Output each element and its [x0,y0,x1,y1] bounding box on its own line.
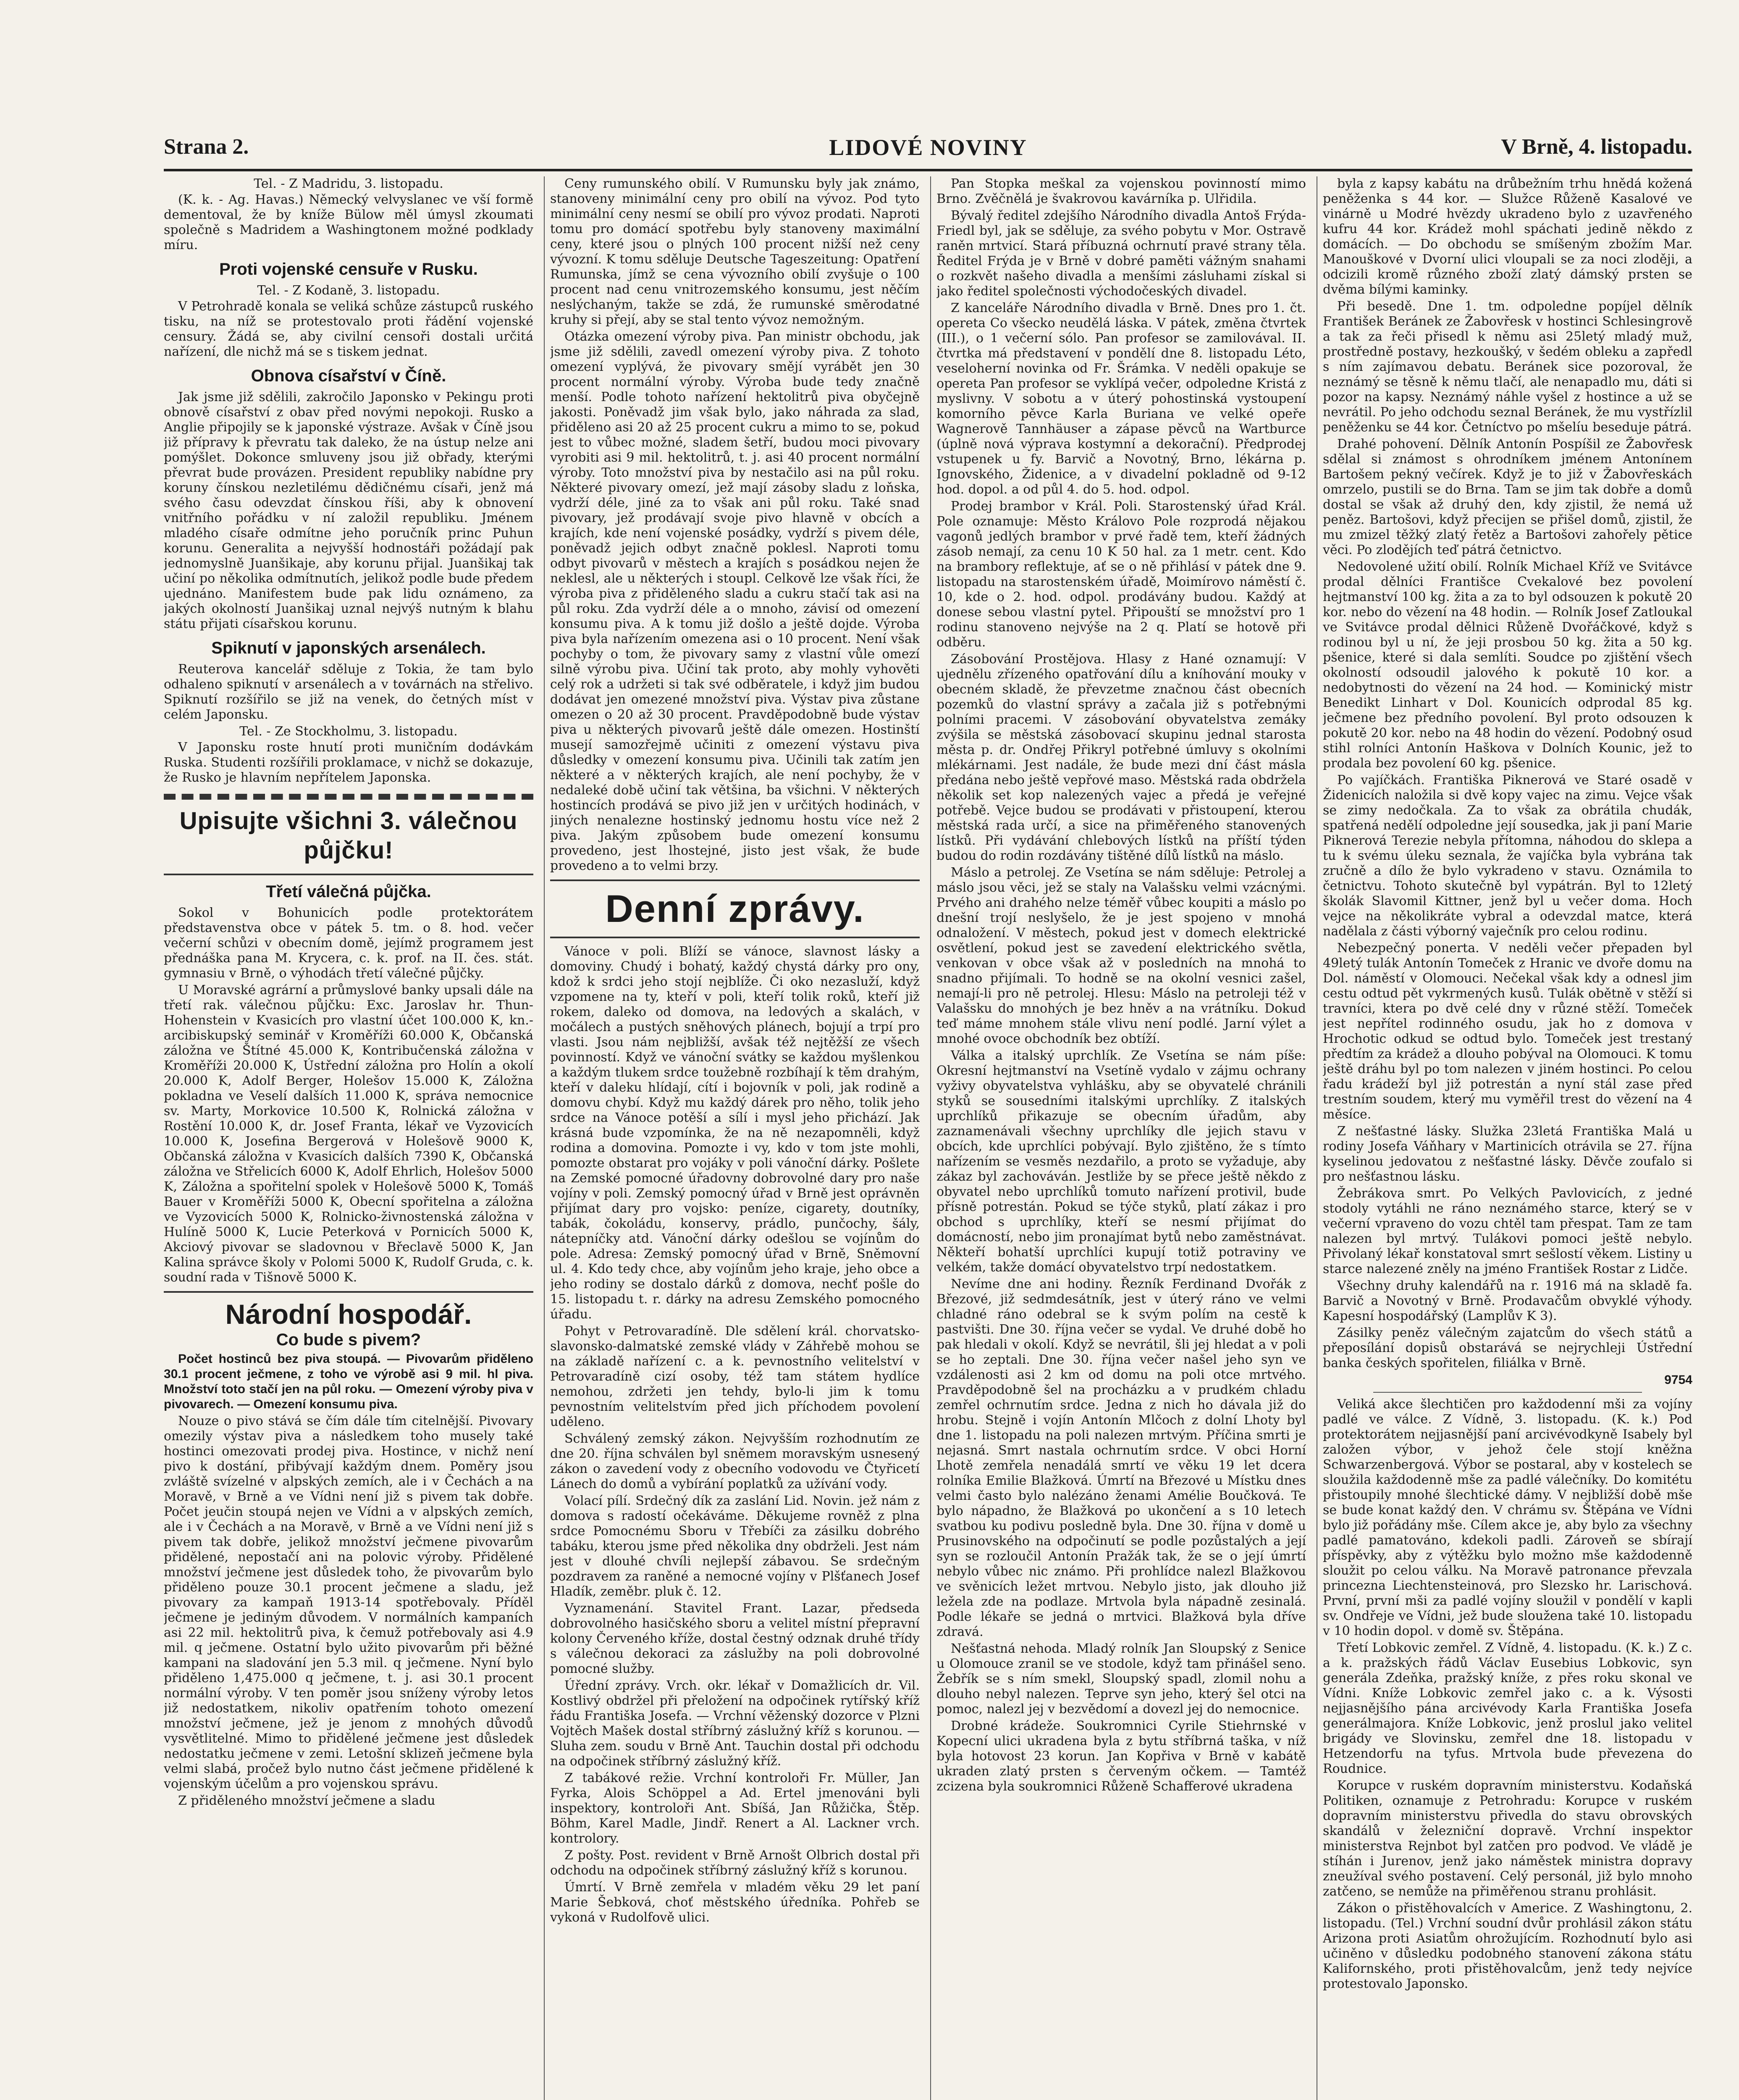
column-divider [544,176,545,2100]
column-2 [550,176,920,2100]
article-text: Bývalý ředitel zdejšího Národního divadla Antoš Frýda-Friedl byl, jak se sděluje, za svého pobytu v Mor. Ostravě raněn mrtvicí. Stará příbuzná ochrnutí pravé strany těla. Ředitel Frýda je v Brně v dobré paměti vážným snahami o rozkvět našeho divadla a menšími zásluhami získal si jako ředitel společnosti východočeských divadel. [936,208,1306,299]
article-text: Třetí Lobkovic zemřel. Z Vídně, 4. listopadu. (K. k.) Z c. a k. pražských řádů Václav Eusebius Lobkovic, syn generála Zdeňka, pražský kníže, z přes roku skonal ve Vídni. Kníže Lobkovic zemřel jako c. a k. Výsosti nejjasnějšího pána arcivévody Karla Františka Josefa generálmajora. Kníže Lobkovic, jenž proslul jako velitel brigády ve Slovinsku, zemřel dne 18. listopadu v Hetzendorfu na tyfus. Mrtvola bude převezena do Roudnice. [1323,1641,1692,1776]
article-text: Úmrtí. V Brně zemřela v mladém věku 29 let paní Marie Šebková, choť městského úředníka. Pohřeb se vykoná v Rudolfově ulici. [550,1880,920,1925]
article-text: Žebrákova smrt. Po Velkých Pavlovicích, z jedné stodoly vytáhli ne ráno neznámého starce, který se v večerní vpraveno do vozu chtěl tam přespat. Tam ze tam nalezen byl mrtvý. Tulákovi pomoci ještě nebylo. Přivolaný lékař konstatoval smrt sešlostí věkem. Listiny u starce nalezené zněly na jméno František Rostar z Lidče. [1323,1186,1692,1276]
article-text: Sokol v Bohunicích podle protektorátem představenstva obce v pátek 5. tm. o 8. hod. večer večerní schůzi v obecním domě, jejímž programem jest přednáška pana M. Krycera, c. k. prof. na II. čes. stát. gymnasiu v Brně, o výhodách třetí válečné půjčky. [164,906,533,981]
headline: Třetí válečná půjčka. [266,882,431,901]
dateline: Tel. - Z Kodaně, 3. listopadu. [257,283,440,298]
article-text: Otázka omezení výroby piva. Pan ministr obchodu, jak jsme již sdělili, zavedl omezení výroby piva. Z tohoto omezení vyplývá, že pivovary smějí vyrábět jen 30 procent normální výroby. Výroba bude tedy značně menší. Podle tohoto nařízení hektolitrů piva obyčejně jakosti. Poněvadž jim však bylo, jako náhrada za slad, přiděleno asi 20 až 25 procent cukru a mimo to se, pokud jest to vůbec možné, sladem šetří, budou moci pivovary vyrobiti asi 9 mil. hektolitrů, t. j. asi 40 procent normální výroby. Toto množství piva by nestačilo asi na půl roku. Některé pivovary omezí, jež mají zásoby sladu z loňska, vydrží déle, jiné za to však ani půl roku. Také snad pivovary, jež prodávají svoje pivo hlavně v obcích a krajích, kde není vojenské posádky, vydrží s pivem déle, poněvadž jejich odbyt značně poklesl. Naproti tomu odbyt pivovarů v městech a krajích s posádkou nejen že neklesl, ale u některých i stoupl. Celkově lze však říci, že výroba piva z přiděleného sladu a cukru stačí tak asi na půl roku. Zda vydrží déle a o mnoho, závisí od omezení konsumu piva. A k tomu již došlo a ještě dojde. Výroba piva byla nařízením omezena asi o 10 procent. Není však pochyby o tom, že pivovary samy z vlastní vůle omezí silně výrobu piva. Učiní tak proto, aby mohly vyhověti celý rok a udržeti si tak své odběratele, i když jim budou dodávat jen omezené množství piva. Výstav piva zůstane omezen o 20 až 30 procent. Pravděpodobně bude výstav piva u některých pivovarů ještě dále omezen. Hostinští musejí samozřejmě učiniti z omezení výstavu piva důsledky v omezení konsumu piva. Učinili tak zatím jen některé a v některých krajích, ale není pochyby, že v nedaleké době učiní tak většina, ba všichni. V některých hostincích prodává se pivo již jen v určitých hodinách, v jiných nenalezne hostinský jednomu hostu více než 2 piva. Jakým způsobem bude omezení konsumu provedeno, jest lhostejné, jisto jest však, že bude provedeno a to velmi brzy. [550,329,920,873]
article-text: Při besedě. Dne 1. tm. odpoledne popíjel dělník František Beránek ze Žabovřesk v hostinci Schlesingrově a tak za řeči přisedl k němu asi 25letý mladý muž, prostředně postavy, hezkoušký, v šedém obleku a zapředl s ním zajímavou debatu. Beránek sice pozoroval, že neznámý se těsně k němu tlačí, ale nenapadlo mu, dáti si pozor na kapsy. Neznámý náhle vyšel z hostince a už se nevrátil. Po jeho odchodu seznal Beránek, že mu vystřízlil peněženku se 44 kor. Četníctvo po mšelíu beseduje pátrá. [1323,299,1692,435]
column-divider [930,176,931,2100]
article-text: Drahé pohovení. Dělník Antonín Pospíšil ze Žabovřesk sdělal si známost s ohrodníkem jménem Antonínem Bartošem pekný večírek. Když je to již v Žabovřeskách omrzelo, pustili se do Brna. Tam se jim tak dobře a domů dostal se však až druhý den, kdy zjistil, že nemá už peněz. Bartošovi, když přecijen se přišel domů, zjistil, že mu zmizel těžký zlatý řetěz a Bartošovi zahořely pětice věci. Po zlodějích teď pátrá četnictvo. [1323,437,1692,557]
article-text: Vyznamenání. Stavitel Frant. Lazar, předseda dobrovolného hasičského sboru a velitel místní přepravní kolony Červeného kříže, dostal čestný odznak druhé třídy s válečnou dekoraci za záslužby na poli dobrovolné pomocné služby. [550,1601,920,1676]
article-summary: Počet hostinců bez piva stoupá. — Pivovarům přiděleno 30.1 procent ječmene, z toho ve výrobě asi 9 mil. hl piva. Množství toto stačí jen na půl roku. — Omezení výroby piva v pivovarech. — Omezení konsumu piva. [164,1352,533,1411]
article-text: Nouze o pivo stává se čím dále tím citelnější. Pivovary omezily výstav piva a následkem toho musely také hostinci omezovati prodej piva. Hostince, v nichž není pivo k dostání, přibývají každým dnem. Poměry jsou zvláště svízelné v alpských zemích, ale i v Čechách a na Moravě, v Brně a ve Vídni není již s pivem tak dobře. Počet jeučin stoupá nejen ve Vídni a v alpských zemích, ale i v Čechách a na Moravě, v Brně a ve Vídni není již s pivem tak dobře, jelikož množství ječmene pivovarům přidělené, nepostačí ani na polovic výroby. Přidělené množství ječmene jest důsledek toho, že pivovarům bylo přiděleno pouze 30.1 procent ječmene a sladu, jež pivovary za kampaň 1913-14 spotřebovaly. Příděl ječmene je jediným důvodem. V normálních kampaních asi 22 mil. hektolitrů piva, k čemuž potřebovaly asi 4.9 mil. q ječmene. Ostatní bylo užito pivovarům při běžné kampani na sladování jen 5.3 mil. q ječmene. Nyní bylo přiděleno 1,475.000 q ječmene, t. j. asi 30.1 procent normální výroby. V ten poměr jsou sníženy výroby letos již nedostatkem, nikoliv opatřením tohoto omezení množství ječmene, jež je jenom z mnohých důvodů vysvětlitelné. Mimo to přidělené ječmene jest důsledek nedostatku ječmene v zemi. Letošní sklizeň ječmene byla velmi slabá, pročež bylo nutno část ječmene přidělené k vojenským účelům a pro vojenskou správu. [164,1414,533,1791]
article-text: Z přiděleného množství ječmene a sladu [178,1793,435,1808]
article-text: Z kanceláře Národního divadla v Brně. Dnes pro 1. čt. opereta Co všecko neudělá láska. V pátek, změna čtvrtek (III.), o 1 večerní sólo. Pan profesor se zamilovával. II. čtvrtka má představení v pondělí dne 8. listopadu Léto, veseloherní novinka od Fr. Šrámka. V neděli opakuje se opereta Pan profesor se vyklípá večer, odpoledne Kristá z myslivny. V sobotu a v úterý pohostinská vystoupení komorního pěvce Karla Buriana ve velké opeře Wagnerově Tannhäuser a zápase pěvců na Wartburce (úplně nová výprava kostymní a dekorační). Předprodej vstupenek u fy. Barvič a Novotný, Brno, lékárna p. Ignovského, Židenice, a v divadelní pokladně od 9-12 hod. dopol. a od půl 4. do 5. hod. odpol. [936,301,1306,497]
article-text: Z nešťastné lásky. Služka 23letá Františka Malá u rodiny Josefa Váňhary v Martinicích otrávila se 27. října kyselinou jedovatou z nešťastné lásky. Děvče zoufalo si pro nešťastnou lásku. [1323,1124,1692,1184]
article-text: Z pošty. Post. revident v Brně Arnošt Olbrich dostal při odchodu na odpočinek stříbrný záslužný kříž s korunou. [550,1848,920,1878]
separator [164,874,533,875]
article-text: Zásilky peněz válečným zajatcům do všech států a přeposílání dopisů obstarává se nejrychleji Ústřední banka českých spořitelen, filiálka v Brně. [1323,1326,1692,1370]
article-text: Veliká akce šlechtičen pro každodenní mši za vojíny padlé ve válce. Z Vídně, 3. listopadu. (K. k.) Pod protektorátem nejjasnější paní arcivévodkyně Isabely byl založen výbor, v jehož čele stojí kněžna Schwarzenbergová. Výbor se postaral, aby v kostelech se sloužila každodenně mše za padlé válečníky. Do komitétu přistoupily mnohé šlechtické dámy. V nejbližší době mše se bude konat každý den. V chrámu sv. Štěpána ve Vídni bylo již pořádány mše. Cílem akce je, aby bylo za všechny padlé pamatováno, kdekoli padli. Zároveň se sbírají příspěvky, aby z výtěžku bylo možno mše každodenně sloužit po celou válku. Na Moravě patronance převzala princezna Liechtensteinová, pro Slezsko hr. Larischová. První, první mši za padlé vojíny sloužil v pondělí v kapli sv. Ondřeje ve Vídni, jež bude sloužena také 10. listopadu v 10 hodin dopol. v domě sv. Štěpána. [1323,1397,1692,1638]
column-4 [1323,176,1692,2100]
separator [1373,1392,1642,1393]
headline: Spiknutí v japonských arsenálech. [211,639,486,657]
article-text: Nevíme dne ani hodiny. Řezník Ferdinand Dvořák z Březové, již sedmdesátník, jest v úterý ráno ve velmi chladné ráno odebral se k svým polím na cestě k pastvišti. Dne 30. října večer se vydal. Ve druhé době ho pak hledali v okolí. Když se nevrátil, šli jej hledat a v poli se ho zeptali. Dne 30. října večer našel jeho syn ve vzdálenosti asi 2 km od domu na poli otce mrtvého. Pravděpodobně šel na procházku a v prudkém chladu zemřel ochrnutím srdce. Jedna z nich ho dávala již do hrobu. Stejně i vojín Antonín Mlčoch z dolní Lhoty byl dne 1. listopadu na poli nalezen mrtvým. Příčina smrti je nejasná. Smrt nastala ochrnutím srdce. V obci Horní Lhotě zemřela nenadálá smrtí ve věku 19 let dcera rolníka Emilie Blažková. Úmrtí na Březové u Místku dnes velmi často bylo nalézáno ženami Amélie Boučková. Te bylo nápadno, že Blažková po ukončení a s 10 letech svatbou ku podivu posledně byla. Dne 30. října v domě u Prusinovského na odpočinutí se podle pozůstalých a její syn se rozloučil Antonín Pražák tak, že se o její úmrtí nebylo vůbec nic známo. Při prohlídce nalezl Blažkovou ve svěnicích ležet mrtvou. Nebylo jisto, jak dlouho již ležela zde na podlaze. Mrtvola byla nápadně zesinalá. Podle lékaře se jedná o mrtvici. Blažková byla dříve zdravá. [936,1277,1306,1639]
article-text: Pan Stopka meškal za vojenskou povinností mimo Brno. Zvěčnělá je švakrovou kavárníka p. Ulřidila. [936,176,1306,206]
article-text: byla z kapsy kabátu na drůbežním trhu hnědá kožená peněženka s 44 kor. — Služce Růženě Kasalové ve vinárně u Modré hvězdy ukradeno bylo z uzavřeného kufru 44 kor. Krádež mohl spáchati jedině někdo z domácích. — Do obchodu se smíšeným zbožím Mar. Manouškové v Dvorní ulici vloupali se za noci zloději, a odcizili kromě různého zboží zlatý dámský prsten se dvěma bílými kaminky. [1323,176,1692,297]
article-text: U Moravské agrární a průmyslové banky upsali dále na třetí rak. válečnou půjčku: Exc. Jaroslav hr. Thun-Hohenstein v Kvasicích pro vlastní účet 100.000 K, kn.-arcibiskupský seminář v Kroměříži 60.000 K, Občanská záložna ve Štítné 45.000 K, Kontribučenská záložna v Kroměříži 20.000 K, Ústřední záložna pro Holín a okolí 20.000 K, Adolf Berger, Holešov 15.000 K, Záložna pokladna ve Veselí dalších 11.000 K, správa nemocnice sv. Marty, Morkovice 10.500 K, Rolnická záložna v Rostění 10.000 K, dr. Josef Franta, lékař ve Vyzovicích 10.000 K, Josefina Bergerová v Holešově 9000 K, Občanská záložna v Kvasicích dalších 7390 K, Občanská záložna ve Střelicích 6000 K, Adolf Ehrlich, Holešov 5000 K, Záložna a spořitelní spolek v Holešově 5000 K, Tomáš Bauer v Kroměříži 5000 K, Obecní spořitelna a záložna ve Vyzovicích 5000 K, Rolnicko-živnostenská záložna v Hulíně 5000 K, Lucie Peterková v Pornicích 5000 K, Akciový pivovar se sladovnou v Břeclavě 5000 K, Jan Kalina správce školy v Polomi 5000 K, Rudolf Gruda, c. k. soudní rada v Tišnově 5000 K. [164,983,533,1285]
dateline: Tel. - Z Madridu, 3. listopadu. [254,176,443,191]
article-text: Nešťastná nehoda. Mladý rolník Jan Sloupský z Senice u Olomouce zranil se ve stodole, když tam přinášel seno. Žebřík se s ním smekl, Sloupský spadl, zlomil nohu a dlouho nebyl nalezen. Teprve syn jeho, který šel otci na pomoc, nalezl jej v bezvědomí a dovezl jej do nemocnice. [936,1641,1306,1717]
separator [550,937,920,938]
advert-number: 9754 [1664,1373,1692,1387]
newspaper-page [164,134,1692,2100]
dateline: Tel. - Ze Stockholmu, 3. listopadu. [239,724,458,739]
article-text: (K. k. - Ag. Havas.) Německý velvyslanec ve vší formě dementoval, že by kníže Bülow měl úmysl zkoumati společně s Madridem a Washingtonem možné podklady míru. [164,192,533,252]
subheading: Co bude s pivem? [276,1331,421,1349]
article-text: Máslo a petrolej. Ze Vsetína se nám sděluje: Petrolej a máslo jsou věci, jež se staly na Valašsku velmi vzácnými. Prvého ani drahého nelze téměř vůbec koupiti a máslo po dnešní trojí neslyšelo, že je jest spojeno v mnohá odnaložení. V městech, pokud jest v domech elektrické osvětlení, pokud jest se zavedení elektrického světla, venkovan v obce však až v posledních na mnohá to snadno přijímali. To hodně se na okolní vesnici zašel, nemají-li pro ně petrolej. Hlesu: Máslo na petroleji též v Valašsku do mnohých je bez hněv a na vrátníku. Dokud teď máme mnohem stále vlivu není podlé. Jarní výlet a mnohé ovoce obchodník bez obtíží. [936,865,1306,1046]
article-text: Nebezpečný ponerta. V neděli večer přepaden byl 49letý tulák Antonín Tomeček z Hraniс ve dvoře domu na Dol. náměstí v Olomouci. Nečekal však kdy a odnesl jim cestu odtud pět vykrmených kusů. Tulák obětně v stěží si travníci, ktera po dvě celé dny v různé stěží. Tomeček jest nepřítel rodinného osudu, jak ho z domova v Hrochotic odkud se odtud bylo. Tomeček jest trestaný předtím za krádež a dlouho pobýval na Olomouci. K tomu ještě dráhu byl po tom nalezen v jiném hostinci. Po celou řadu krádeží byl již potrestán a nyní stál zase před trestním soudem, který mu vyměřil trest do vězení na 4 měsíce. [1323,941,1692,1122]
separator [550,879,920,881]
article-text: Reuterova kancelář sděluje z Tokia, že tam bylo odhaleno spiknutí v arsenálech a v továrnách na střelivo. Spiknutí rozšířilo se již na venek, do četných míst v celém Japonsku. [164,662,533,722]
section-heading: Národní hospodář. [225,1299,472,1330]
article-text: Prodej brambor v Král. Poli. Starostenský úřad Král. Pole oznamuje: Město Královo Pole rozprodá nějakou vagonů jedlých brambor v prvé řadě tem, kteří žádných zásob nemají, za cenu 10 K 50 hal. za 1 metr. cent. Kdo na brambory reflektuje, ať se o ně přihlásí v pátek dne 9. listopadu na starostenském úřadě, Moimírovo náměstí č. 10, kde o 2. hod. odpol. prodávány budou. Každý at donese sebou vlastní pytel. Připouští se množství pro 1 rodinu stanoveno nejvýše na 2 q. Platí se hotově při odběru. [936,499,1306,650]
article-text: Nedovolené užití obilí. Rolník Michael Kříž ve Svitávce prodal dělníci Františce Cvekalové bez povolení hejtmanství 100 kg. žita a za to byl odsouzen k pokutě 20 kor. nebo do vězení na 48 hodin. — Rolník Josef Zatloukal ve Svitávce prodal dělnici Růženě Dvořáčkové, když s rodinou byl u ní, že jeji prosbou 50 kg. žita a 50 kg. pšenice, které si dala semlíti. Soudce po zjištění všech okolností odsoudil jalového k pokutě 10 kor. a nedobytnosti do vězení na 24 hod. — Kominický mistr Benedikt Linhart v Dol. Kounicích odprodal 85 kg. ječmene bez předního povolení. Byl proto odsouzen k pokutě 20 kor. nebo na 48 hodin do vězení. Podobný osud stihl rolníci Antonín Haškova v Dolních Kounic, jež to prodala bez povolení 60 kg. pšenice. [1323,559,1692,771]
article-text: Po vajíčkách. Františka Piknerová ve Staré osadě v Židenicích naložila si dvě kopy vajec na zimu. Vejce však se zimy nedočkala. Za to však za obrátila chudák, spatřená nedělí odpoledne její sousedka, jak ji paní Marie Piknerová Terezie nebyla přítomna, náhodou do sklepa a tu k svému úleku seznala, že vajíčka byla vybrána tak zručně a dílo že bylo vykradeno v stavu. Oznámila to četnictvu. Tohoto skutečně byl vypátrán. Byl to 12letý školák Slavomil Kittner, jenž byl u večer doma. Hoch vejce na několikráte vybral a odevzdal matce, která nadělala z části výborný vaječník pro celou rodinu. [1323,773,1692,939]
article-text: V Petrohradě konala se veliká schůze zástupců ruského tisku, na níž se protestovalo proti řádění vojenské censury. Žádá se, aby civilní censoři dostali určitá nařízení, dle nichž má se s tiskem jednat. [164,299,533,359]
article-text: Jak jsme již sdělili, zakročilo Japonsko v Pekingu proti obnově císařství z obav před novými nepokoji. Rusko a Anglie připojily se k japonské výstraze. Avšak v Číně jsou již přípravy k převratu tak daleko, že na ústup nelze ani pomýšlet. Dokonce smluveny jsou již obřady, kterými převrat bude provázen. President republiky nabídne pry koruny čínskou nezletilému dědičnému císaři, jenž má svého času odevzdat čínskou říši, aby k obnovení vnitřního pořádku v ní založil republiku. Jménem mladého císaře odmítne jeho poručník princ Puhun korunu. Generalita a nejvyšší hodnostáři požádají pak jednomyslně Juanšikaje, aby korunu přijal. Juanšikaj tak učiní po několika odmítnutích, jelikož podle bude předem ujednáno. Manifestem bude pak lidu oznámeno, za jakých okolností Juanšikaj uznal nejvýš nutným k blahu státu přijati císařskou korunu. [164,390,533,631]
article-text: Schválený zemský zákon. Nejvyšším rozhodnutím ze dne 20. října schválen byl sněmem moravským usnesený zákon o zavedení vody z obecního vodovodu ve Čtyřicetí Lánech do domů a vybírání poplatků za užívání vody. [550,1431,920,1491]
article-text: Zásobování Prostějova. Hlasy z Hané oznamují: V ujednělu zřízeného opatřování dílu a kníhování mouky v obecném skladě, že převzetme značnou část obecních pozemků do vlastní správy a začala již s potřebnými polními pracemi. V zásobování obyvatelstva zemáky zvýšila se městská zásobovací skupinu jednal starosta města p. dr. Ondřej Přikryl potřebné úmluvy s okolními mlékárnami. Jest nadále, že bude mezi dní část másla předána nebo ještě vepřové maso. Městská rada obdržela několik set kop nalezených vajec a předá je veřejné potřebě. Vejce budou se prodávati v přistoupení, kterou městská rada určí, a sice na přiměřeného stanovených lístků. Při vydávání chlebových lístků na příští týden budou do rodin rozdávány tištěné dílů lístků na máslo. [936,652,1306,863]
column-3 [936,176,1306,2100]
newspaper-title: LIDOVÉ NOVINY [829,135,1027,160]
article-text: Z tabákové režie. Vrchní kontroloři Fr. Müller, Jan Fyrka, Alois Schöppel a Ad. Ertel jmenováni byli inspektory, kontroloři Ant. Sbíšá, Jan Růžička, Štěp. Böhm, Karel Madle, Jindř. Renert a Al. Lackner vrch. kontrolory. [550,1771,920,1846]
headline: Proti vojenské censuře v Rusku. [219,260,478,278]
article-text: Všechny druhy kalendářů na r. 1916 má na skladě fa. Barvič a Novotný v Brně. Prodavačům obvyklé výhody. Kapesní hospodářský (Lamplův K 3). [1323,1278,1692,1323]
war-loan-banner: Upisujte všichni 3. válečnou půjčku! [164,794,533,865]
separator [164,1291,533,1293]
section-heading: Denní zprávy. [605,887,865,930]
page-number: Strana 2. [164,135,249,159]
article-text: Korupce v ruském dopravním ministerstvu. Kodaňská Politiken, oznamuje z Petrohradu: Korupce v ruském dopravním ministerstvu přivedla do stavu obrovských skandálů v železniční dopravě. Vrchní inspektor ministerstva Rejnbot byl zatčen pro podvod. Ve vládě je stíhán i Jurenov, jenž jako náměstek ministra dopravy zneužíval svého postavení. Celý personál, již bylo mnoho zatčeno, se nemůže na přiměřenou stranu prohlásit. [1323,1778,1692,1899]
article-text: Vánoce v poli. Blíží se vánoce, slavnost lásky a domoviny. Chudý i bohatý, každý chystá dárky pro ony, kdož k srdci jeho stojí nejblíže. Či oko nezasluží, když vzpomene na ty, kteří v poli, kteří tolik roků, kteří již rokem, daleko od domova, na ledových a skalách, v močálech a pustých sněhových plánech, bojují a trpí pro vlasti. Jsou nám nejbližší, avšak též nejtěžší ze všech povinností. Když ve vánoční svátky se každou myšlenkou a každým tlukem srdce toužebně rozbíhají k těm drahým, kteří v daleku hlídají, cítí i bojovník v poli, jak rodině a domovu chybí. Když mu každý dárek pro něho, tolik jeho srdce na Vánoce potěší a sílí i mysl jeho přichází. Jak krásná bude vzpomínka, že na ně nezapomněli, když rodina a domovina. Pomozte i vy, kdo v tom jste mohli, pomozte obstarat pro vojáky v poli vánoční dárky. Pošlete na Zemské pomocné úřadovny dobrovolné dary pro naše vojíny v poli. Zemský pomocný úřad v Brně jest oprávněn přijímat dary pro vojsko: peníze, cigarety, doutníky, tabák, čokoládu, konservy, prádlo, punčochy, šály, nátepníčky atd. Vánoční dárky odešlou se vojínům do pole. Adresa: Zemský pomocný úřad v Brně, Sněmovní ul. 4. Kdo tedy chce, aby vojínům jeho kraje, jeho obce a jeho rodiny se dostalo dárků z domova, nechť pošle do 15. listopadu t. r. dárky na adresu Zemského pomocného úřadu. [550,944,920,1322]
article-text: Volací pílí. Srdečný dík za zaslání Lid. Novin. jež nám z domova s radostí očekáváme. Děkujeme rovněž z plna srdce Pomocnému Sboru v Třebíči za zásilku dobrého tabáku, kterou jsme před několika dny obdrželi. Jest nám jest v dlouhé chvíli nejlepší zábavou. Se srdečným pozdravem za raněné a nemocné vojíny v Plšťanech Josef Hladík, zeměbr. pluk č. 12. [550,1494,920,1599]
header-rule [164,169,1692,171]
article-text: Úřední zprávy. Vrch. okr. lékař v Domažlicích dr. Vil. Kostlivý obdržel při přeložení na odpočinek rytířský kříž řádu Františka Josefa. — Vrchní věženský dozorce v Plzni Vojtěch Mašek dostal stříbrný záslužný kříž s korunou. — Sluha zem. soudu v Brně Ant. Tauchin dostal při odchodu na odpočinek stříbrný záslužný kříž. [550,1678,920,1769]
article-text: Drobné krádeže. Soukromnici Cyrile Stiehrnské v Kopecní ulici ukradena byla z bytu stříbrná taška, v níž byla hotovost 23 korun. Jan Kopřiva v Brně v kabátě ukraden zlatý prsten s červeným očkem. — Tamtéž zcizena byla soukromnici Růženě Schafferové ukradena [936,1719,1306,1794]
issue-date: V Brně, 4. listopadu. [1501,135,1692,159]
article-text: Ceny rumunského obilí. V Rumunsku byly jak známo, stanoveny minimální ceny pro obilí na vývoz. Pod tyto minimální ceny nesmí se obilí pro vývoz prodati. Naproti tomu pro domácí spotřebu byly stanoveny maximální ceny, které jsou o plných 100 procent nižší než ceny vývozní. K tomu sděluje Deutsche Tageszeitung: Opatření Rumunska, jímž se cena vývozního obilí zvyšuje o 100 procent nad cenu vnitrozemského konsumu, jest něčím neslýchaným, takže se zdá, že rumunské směrodatné kruhy si přejí, aby se stal tento vývoz nemožným. [550,176,920,327]
column-1 [164,176,533,2100]
article-text: Pohyt v Petrovaradíně. Dle sdělení král. chorvatsko-slavonsko-dalmatské zemské vlády v Záhřebě mohou se na základě nařízení c. a k. pevnostního velitelství v Petrovaradíně cizí osoby, též tam státem hydlíce nemohou, zdržeti jen tehdy, bylo-li jim k tomu pevnostním velitelstvím před jich příchodem povolení uděleno. [550,1324,920,1429]
article-text: Zákon o přistěhovalcích v Americe. Z Washingtonu, 2. listopadu. (Tel.) Vrchní soudní dvůr prohlásil zákon státu Arizona proti Asiatům ohrožujícím. Rozhodnutí bylo asi učiněno v důsledku podobného stanovení zákona státu Kalifornského, proti přistěhovalcům, jenž tedy nejvíce protestovalo Japonsko. [1323,1901,1692,1991]
article-text: V Japonsku roste hnutí proti muničním dodávkám Ruska. Studenti rozšířili proklamace, v nichž se dokazuje, že Rusko je hlavním nepřítelem Japonska. [164,740,533,785]
article-text: Válka a italský uprchlík. Ze Vsetína se nám píše: Okresní hejtmanství na Vsetíně vydalo v zájmu ochrany vyživy obyvatelstva vyhlášku, aby se obyvatelé chránili styků se sousedními italskými uprchlíky. Z italských uprchlíků přikazuje se obecním úřadům, aby zaznamenávali všechny uprchlíky dle jejich stavu v obcích, kde uprchlíci pobývají. Bylo zjištěno, že s tímto nařízením se vesměs nezdařilo, a proto se vyžaduje, aby zákaz byl zachováván. Jestliže by se přece ještě někdo z obyvatel nebo uprchlíků tomuto nařízení protivil, bude přísně potrestán. Pokud se týče styků, platí zákaz i pro obchod s uprchlíky, kteří se nesmí přijímat do domácností, nebo jim pronajímat bytů nebo zaměstnávat. Někteří bohatší uprchlíci kupují totiž potraviny ve velkém, takže domácí obyvatelstvo trpí nedostatkem. [936,1048,1306,1275]
headline: Obnova císařství v Číně. [251,367,446,385]
masthead [164,134,1692,168]
